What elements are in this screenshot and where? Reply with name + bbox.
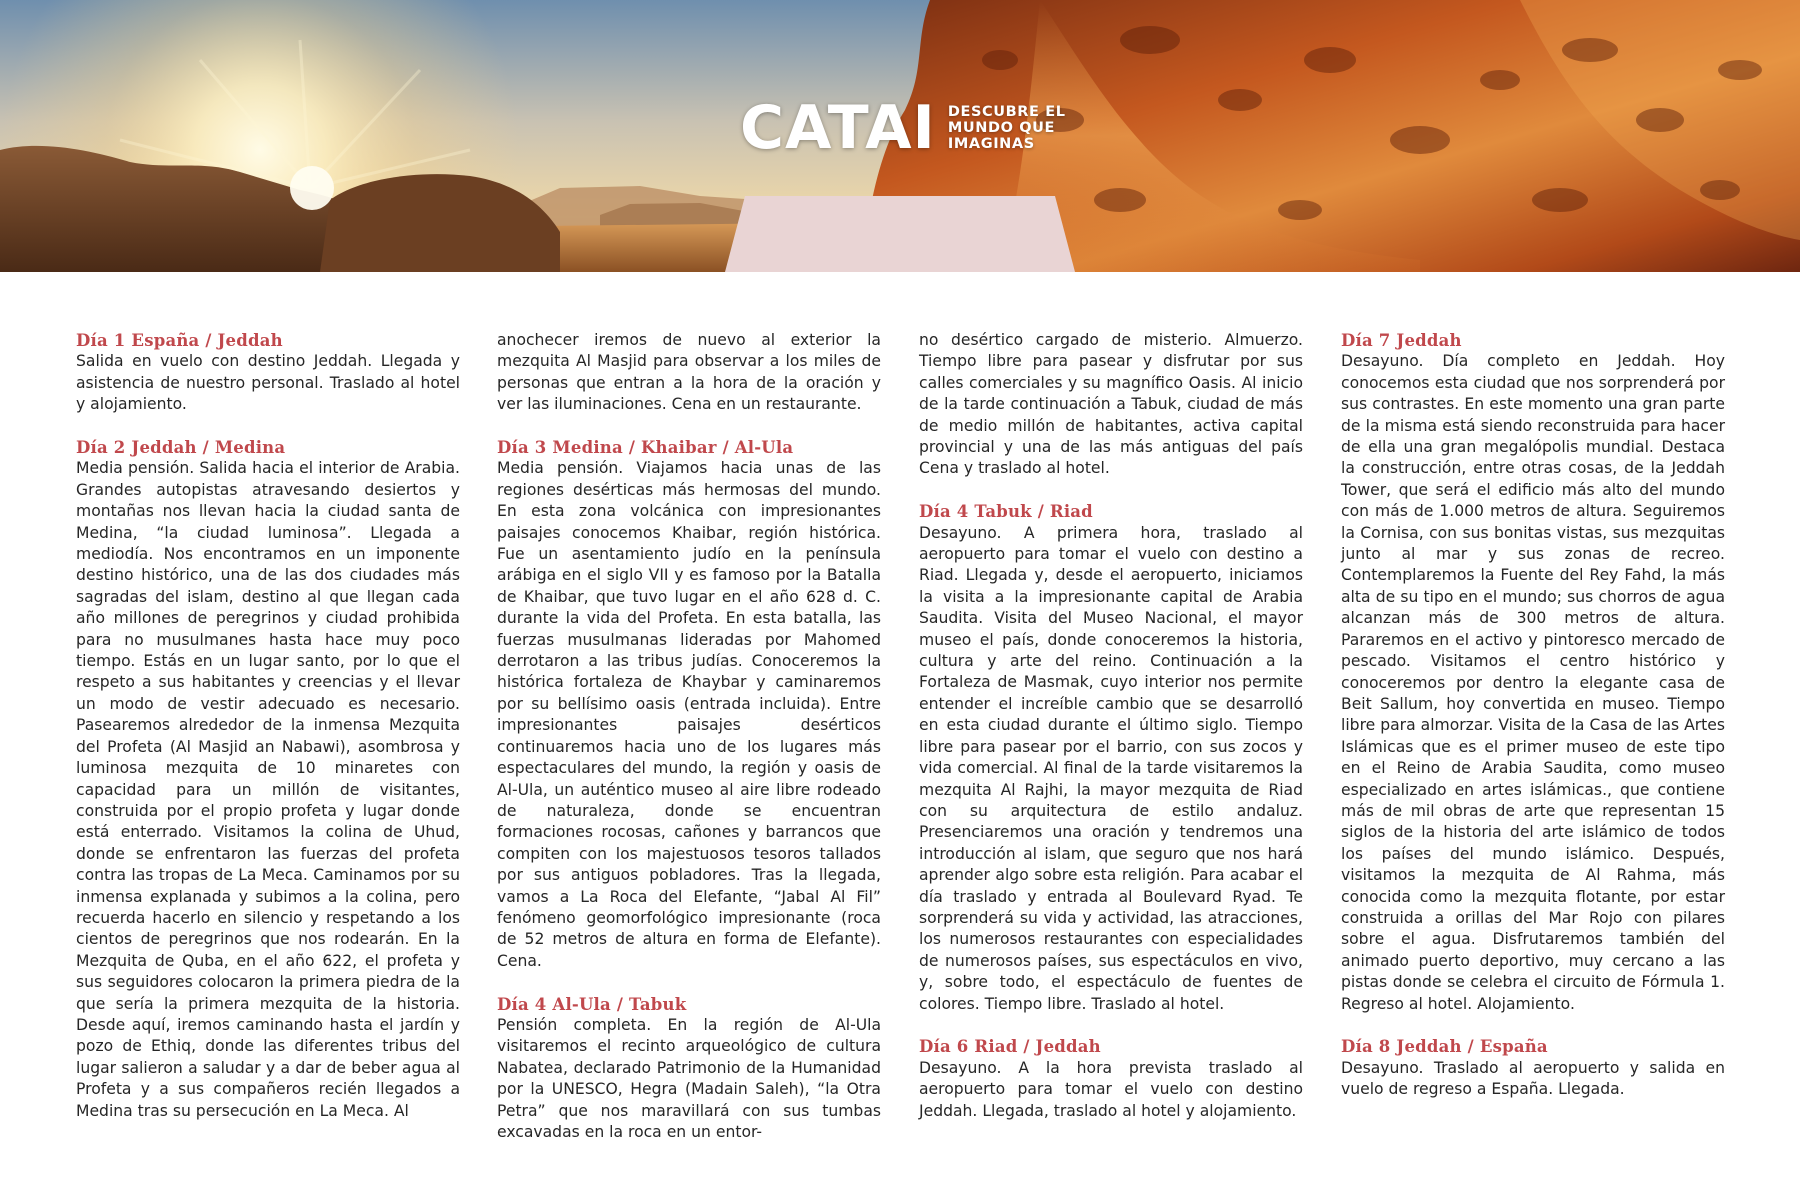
day-description: Media pensión. Viajamos hacia unas de las regiones desérticas más hermosas del mundo. En esta zona volcánica con impresionantes paisajes conocemos Khaibar, región histórica. Fue un asentamiento judío en la península arábiga en el siglo VII y es famoso por la Batalla de Khaibar, que tuvo lugar en el año 628 d. C. durante la vida del Profeta. En esta batalla, las fuerzas musulmanas lideradas por Mahomed derrotaron a las tribus judías. Conoceremos la histórica fortaleza de Khaybar y caminaremos por su bellísimo oasis (entrada incluida). Entre impresionantes paisajes desérticos continuaremos hacia uno de los lugares más espectaculares del mundo, la región y oasis de Al-Ula, un auténtico museo al aire libre rodeado de naturaleza, donde se encuentran formaciones rocosas, cañones y barrancos que compiten con los majestuosos tesoros tallados por sus antiguos pobladores. Tras la llegada, vamos a La Roca del Elefante, “Jabal Al Fil” fenómeno geomorfológico impresionante (roca de 52 metros de altura en forma de Elefante). Cena. <box>497 459 881 970</box>
day-entry-continued <box>919 330 1303 480</box>
itinerary-column-1 <box>76 330 460 1122</box>
itinerary-column-3 <box>919 330 1303 1122</box>
day-title: Día 7 Jeddah <box>1341 331 1462 350</box>
day-title: Día 4 Tabuk / Riad <box>919 502 1093 522</box>
day-description: Desayuno. Día completo en Jeddah. Hoy conocemos esta ciudad que nos sorprenderá por sus contrastes. En este momento una gran parte de la misma está siendo reconstruida para hacer de ella una gran megalópolis mundial. Destaca la construcción, entre otras cosas, de la Jeddah Tower, que será el edificio más alto del mundo con más de 1.000 metros de altura. Seguiremos la Cornisa, con sus bonitas vistas, sus mezquitas junto al mar y sus zonas de recreo. Contemplaremos la Fuente del Rey Fahd, la más alta de su tipo en el mundo; sus chorros de agua alcanzan más de 300 metros de altura. Pararemos en el activo y pintoresco mercado de pescado. Visitamos el centro histórico y conoceremos por dentro la elegante casa de Beit Sallum, hoy convertida en museo. Tiempo libre para almorzar. Visita de la Casa de las Artes Islámicas que es el primer museo de este tipo en el Reino de Arabia Saudita, como museo especializado en artes islámicas., que contiene más de mil obras de arte que representan 15 siglos de la historia del arte islámico de todos los países del mundo islámico. Después, visitamos la mezquita de Al Rahma, más conocida como la mezquita flotante, por estar construida a orillas del Mar Rojo con pilares sobre el agua. Disfrutaremos también del animado puerto deportivo, muy cercano a las pistas donde se celebra el circuito de Fórmula 1. Regreso al hotel. Alojamiento. <box>1341 352 1725 1013</box>
day-entry <box>1341 330 1725 1015</box>
itinerary-column-2 <box>497 330 881 1143</box>
brand-slogan-line: MUNDO QUE <box>947 120 1055 136</box>
day-entry <box>76 437 460 1122</box>
day-entry <box>1341 1036 1725 1100</box>
day-entry <box>919 1036 1303 1122</box>
itinerary-column-4 <box>1341 330 1725 1101</box>
day-title: Día 8 Jeddah / España <box>1341 1037 1548 1057</box>
brand-logo <box>740 93 1066 163</box>
header-banner <box>0 0 1800 272</box>
day-title: Día 4 Al-Ula / Tabuk <box>497 994 687 1014</box>
day-entry <box>76 330 460 416</box>
day-title: Día 6 Riad / Jeddah <box>919 1037 1101 1057</box>
day-description: Salida en vuelo con destino Jeddah. Llegada y asistencia de nuestro personal. Traslado al hotel y alojamiento. <box>76 352 460 414</box>
day-entry <box>919 501 1303 1015</box>
day-description: anochecer iremos de nuevo al exterior la mezquita Al Masjid para observar a los miles de personas que entran a la hora de la oración y ver las iluminaciones. Cena en un restaurante. <box>497 331 881 414</box>
day-description: Desayuno. A la hora prevista traslado al aeropuerto para tomar el vuelo con destino Jeddah. Llegada, traslado al hotel y alojamiento. <box>919 1058 1303 1120</box>
day-description: Desayuno. Traslado al aeropuerto y salida en vuelo de regreso a España. Llegada. <box>1341 1058 1725 1099</box>
day-entry <box>497 994 881 1144</box>
itinerary-columns <box>0 330 1800 1190</box>
brand-name: CATAI <box>740 93 936 163</box>
day-entry <box>497 437 881 972</box>
day-title: Día 1 España / Jeddah <box>76 331 283 350</box>
day-entry-continued <box>497 330 881 416</box>
brand-slogan-line: IMAGINAS <box>947 136 1035 152</box>
day-description: no desértico cargado de misterio. Almuerzo. Tiempo libre para pasear y disfrutar por sus calles comerciales y su magnífico Oasis. Al inicio de la tarde continuación a Tabuk, ciudad de más de medio millón de habitantes, activa capital provincial y una de las más antiguas del país Cena y traslado al hotel. <box>919 331 1303 478</box>
header-tab <box>725 196 1075 272</box>
day-title: Día 3 Medina / Khaibar / Al-Ula <box>497 438 794 458</box>
day-title: Día 2 Jeddah / Medina <box>76 438 286 458</box>
day-description: Pensión completa. En la región de Al-Ula visitaremos el recinto arqueológico de cultura Nabatea, declarado Patrimonio de la Humanidad por la UNESCO, Hegra (Madain Saleh), “la Otra Petra” que nos maravillará con sus tumbas excavadas en la roca en un entor- <box>497 1015 881 1141</box>
brand-slogan <box>948 104 1066 152</box>
brand-slogan-line: DESCUBRE EL <box>947 104 1066 120</box>
day-description: Media pensión. Salida hacia el interior de Arabia. Grandes autopistas atravesando desiertos y montañas nos llevan hacia la ciudad santa de Medina, “la ciudad luminosa”. Llegada a mediodía. Nos encontramos en un imponente destino histórico, una de las dos ciudades más sagradas del islam, destino al que llegan cada año millones de peregrinos y ciudad prohibida para no musulmanes hasta hace muy poco tiempo. Estás en un lugar santo, por lo que el respeto a sus habitantes y creencias y el llevar un modo de vestir adecuado es necesario. Pasearemos alrededor de la inmensa Mezquita del Profeta (Al Masjid an Nabawi), asombrosa y luminosa mezquita de 10 minaretes con capacidad para un millón de visitantes, construida por el propio profeta y lugar donde está enterrado. Visitamos la colina de Uhud, donde se enfrentaron las fuerzas del profeta contra las tropas de La Meca. Caminamos por su inmensa explanada y subimos a la colina, pero recuerda hacerlo en silencio y respetando a los cientos de peregrinos que nos rodearán. En la Mezquita de Quba, en el año 622, el profeta y sus seguidores colocaron la primera piedra de la que sería la primera mezquita de la historia. Desde aquí, iremos caminando hasta el jardín y pozo de Ethiq, donde las diferentes tribus del lugar salieron a saludar y a dar de beber agua al Profeta y a sus compañeros recién llegados a Medina tras su persecución en La Meca. Al <box>76 459 460 1120</box>
day-description: Desayuno. A primera hora, traslado al aeropuerto para tomar el vuelo con destino a Riad. Llegada y, desde el aeropuerto, iniciamos la visita a la impresionante capital de Arabia Saudita. Visita del Museo Nacional, el mayor museo el país, donde conoceremos la historia, cultura y arte del reino. Continuación a la Fortaleza de Masmak, cuyo interior nos permite entender el increíble cambio que se desarrolló en esta ciudad durante el último siglo. Tiempo libre para pasear por el barrio, con sus zocos y vida comercial. Al final de la tarde visitaremos la mezquita Al Rajhi, la mayor mezquita de Riad con su arquitectura de estilo andaluz. Presenciaremos una oración y tendremos una introducción al islam, que seguro que nos hará aprender algo sobre esta religión. Para acabar el día traslado y entrada al Boulevard Ryad. Te sorprenderá su vida y actividad, las atracciones, los numerosos restaurantes con especialidades de numerosos países, sus espectáculos en vivo, y, sobre todo, el espectáculo de fuentes de colores. Tiempo libre. Traslado al hotel. <box>919 523 1303 1013</box>
